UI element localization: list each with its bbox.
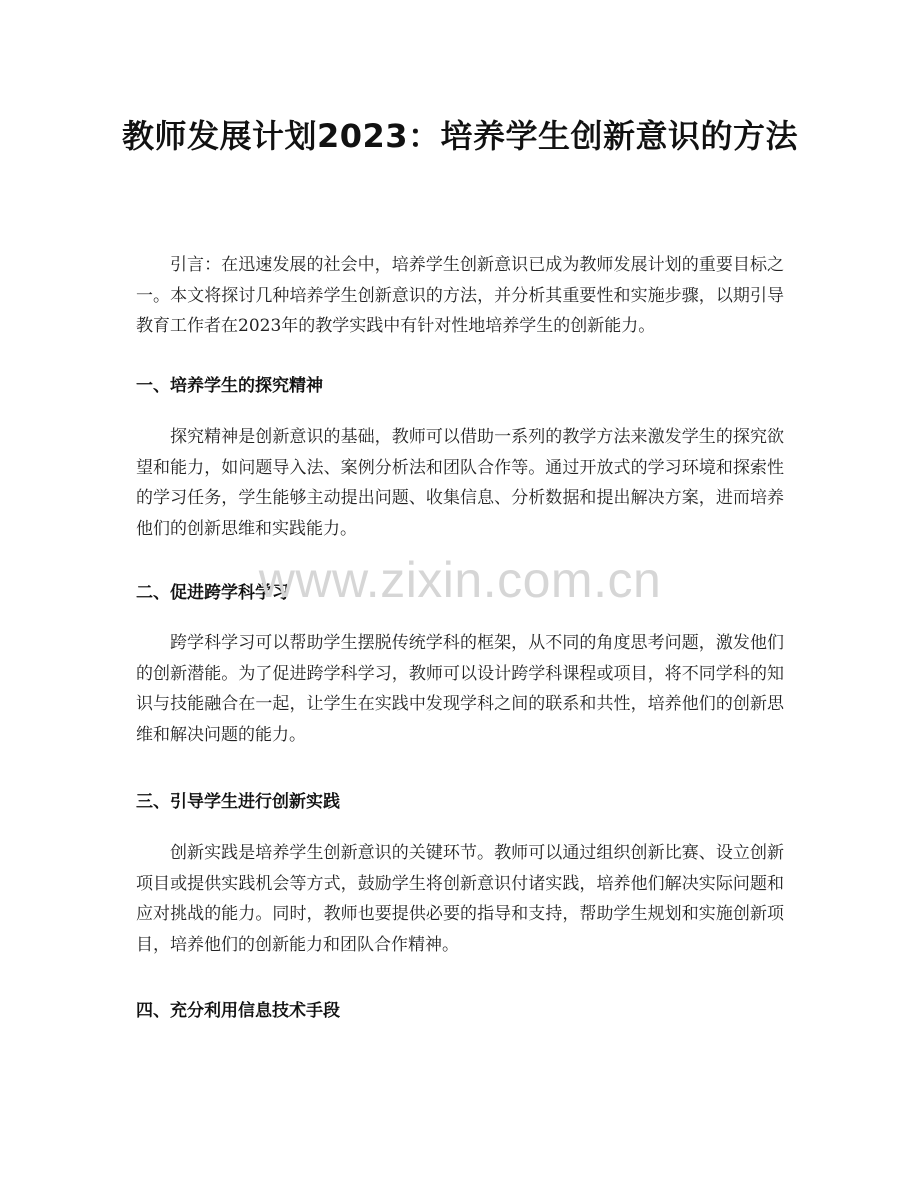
document-title: 教师发展计划2023：培养学生创新意识的方法 <box>121 117 799 155</box>
section-heading-4: 四、充分利用信息技术手段 <box>136 1001 340 1021</box>
section-heading-1: 一、培养学生的探究精神 <box>136 376 323 396</box>
intro-paragraph: 引言：在迅速发展的社会中，培养学生创新意识已成为教师发展计划的重要目标之一。本文将探讨几种培养学生创新意识的方法，并分析其重要性和实施步骤，以期引导教育工作者在2023年的教学实践中有针对性地培养学生的创新能力。 <box>136 255 784 336</box>
section-body-3: 创新实践是培养学生创新意识的关键环节。教师可以通过组织创新比赛、设立创新项目或提供实践机会等方式，鼓励学生将创新意识付诸实践，培养他们解决实际问题和应对挑战的能力。同时，教师也要提供必要的指导和支持，帮助学生规划和实施创新项目，培养他们的创新能力和团队合作精神。 <box>136 843 784 955</box>
section-body-1: 探究精神是创新意识的基础，教师可以借助一系列的教学方法来激发学生的探究欲望和能力，如问题导入法、案例分析法和团队合作等。通过开放式的学习环境和探索性的学习任务，学生能够主动提出问题、收集信息、分析数据和提出解决方案，进而培养他们的创新思维和实践能力。 <box>136 427 784 539</box>
section-heading-3: 三、引导学生进行创新实践 <box>136 792 340 812</box>
section-heading-2: 二、促进跨学科学习 <box>136 583 289 603</box>
section-body-2: 跨学科学习可以帮助学生摆脱传统学科的框架，从不同的角度思考问题，激发他们的创新潜能。为了促进跨学科学习，教师可以设计跨学科课程或项目，将不同学科的知识与技能融合在一起，让学生在实践中发现学科之间的联系和共性，培养他们的创新思维和解决问题的能力。 <box>136 633 784 745</box>
watermark: www.zixin.com.cn <box>258 552 662 608</box>
